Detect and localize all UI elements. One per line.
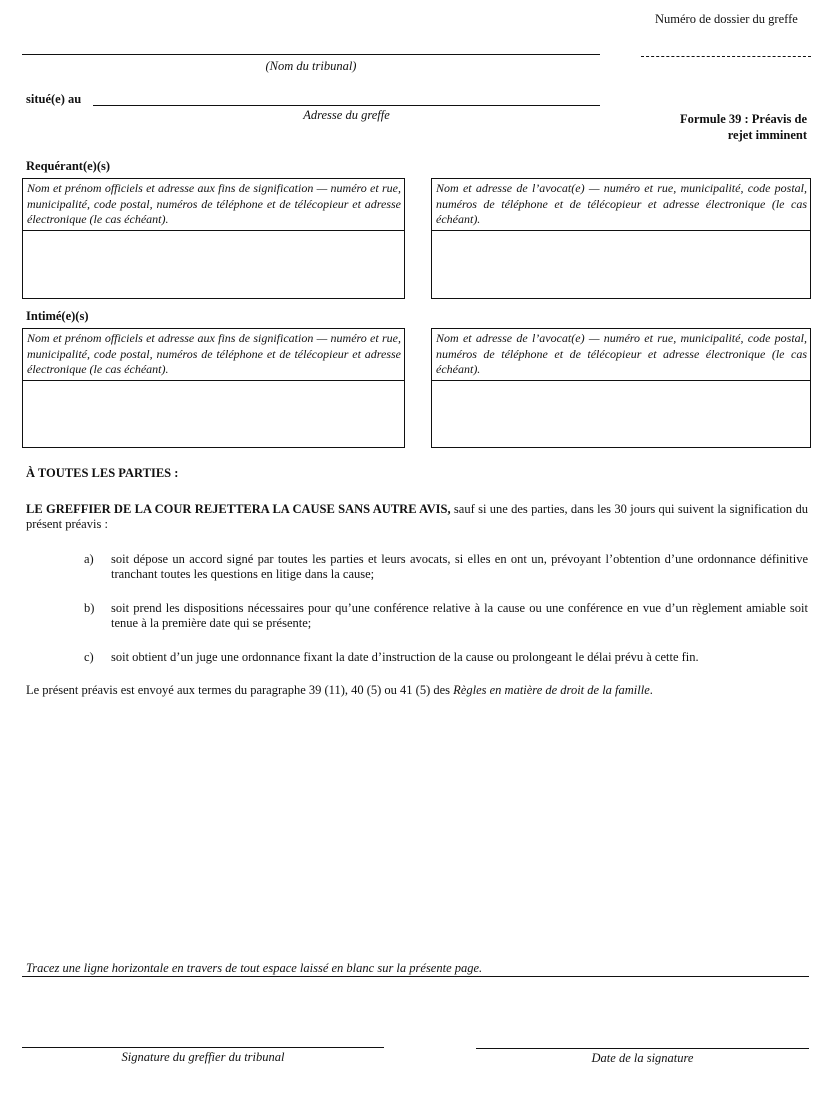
- applicant-party-box: [22, 178, 405, 299]
- item-c-text: soit obtient d’un juge une ordonnance fixant la date d’instruction de la cause ou prolongeant le délai prévu à cette fin.: [111, 650, 699, 664]
- closing-prefix: Le présent préavis est envoyé aux termes du paragraphe 39 (11), 40 (5) ou 41 (5) des: [26, 683, 454, 697]
- item-a-text: soit dépose un accord signé par toutes les parties et leurs avocats, si elles en ont un, prévoyant l’obtention d’une ordonnance définitive tranchant toutes les questions en litige dans la cause;: [111, 552, 808, 581]
- respondent-party-caption: Nom et prénom officiels et adresse aux fins de signification — numéro et rue, municipalité, code postal, numéros de téléphone et de télécopieur et adresse électronique (le cas échéant).: [23, 329, 404, 381]
- applicant-party-caption: Nom et prénom officiels et adresse aux fins de signification — numéro et rue, municipalité, code postal, numéros de téléphone et de télécopieur et adresse électronique (le cas échéant).: [23, 179, 404, 231]
- court-name-caption: (Nom du tribunal): [265, 59, 357, 73]
- date-line[interactable]: [476, 1048, 809, 1049]
- item-a-letter: a): [84, 552, 94, 566]
- court-address-line[interactable]: [93, 105, 600, 106]
- respondent-lawyer-caption: Nom et adresse de l’avocat(e) — numéro et rue, municipalité, code postal, numéros de téléphone et de télécopieur et adresse électronique (le cas échéant).: [432, 329, 810, 381]
- applicant-lawyer-field[interactable]: [432, 231, 810, 298]
- to-all-parties-heading: À TOUTES LES PARTIES :: [26, 466, 179, 480]
- blank-space-line: [22, 976, 809, 977]
- form-title: [680, 111, 807, 143]
- notice-bold-text: LE GREFFIER DE LA COUR REJETTERA LA CAUSE SANS AUTRE AVIS,: [26, 502, 451, 516]
- closing-paragraph: [26, 683, 808, 698]
- applicant-lawyer-box: [431, 178, 811, 299]
- signature-caption: Signature du greffier du tribunal: [121, 1050, 285, 1064]
- date-caption: Date de la signature: [591, 1051, 694, 1065]
- item-b-letter: b): [84, 601, 95, 615]
- item-b-text: soit prend les dispositions nécessaires pour qu’une conférence relative à la cause ou une conférence en vue d’un règlement amiable soit tenue à la première date qui se présente;: [111, 601, 808, 630]
- court-name-line[interactable]: [22, 54, 600, 55]
- file-number-label: Numéro de dossier du greffe: [655, 12, 798, 26]
- file-number-field[interactable]: [641, 56, 811, 57]
- blank-space-instruction: Tracez une ligne horizontale en travers de tout espace laissé en blanc sur la présente page.: [26, 961, 483, 975]
- closing-suffix: .: [649, 683, 653, 697]
- address-caption: Adresse du greffe: [303, 108, 390, 122]
- signature-line[interactable]: [22, 1047, 384, 1048]
- applicant-lawyer-caption: Nom et adresse de l’avocat(e) — numéro et rue, municipalité, code postal, numéros de téléphone et de télécopieur et adresse électronique (le cas échéant).: [432, 179, 810, 231]
- item-c-letter: c): [84, 650, 94, 664]
- respondent-party-box: [22, 328, 405, 448]
- respondent-party-field[interactable]: [23, 381, 404, 447]
- notice-paragraph: [26, 502, 808, 532]
- closing-rules-title: Règles en matière de droit de la famille: [453, 683, 650, 697]
- form-title-line1: Formule 39 : Préavis de: [679, 112, 807, 126]
- located-at-label: situé(e) au: [26, 92, 82, 106]
- applicant-party-field[interactable]: [23, 231, 404, 298]
- respondent-lawyer-box: [431, 328, 811, 448]
- respondent-lawyer-field[interactable]: [432, 381, 810, 447]
- applicants-label: Requérant(e)(s): [26, 159, 111, 173]
- notice-rest-text: sauf si une des parties, dans les 30 jours qui suivent la signification du présent préavis :: [26, 502, 808, 531]
- respondents-label: Intimé(e)(s): [26, 309, 89, 323]
- form-title-line2: rejet imminent: [727, 128, 807, 142]
